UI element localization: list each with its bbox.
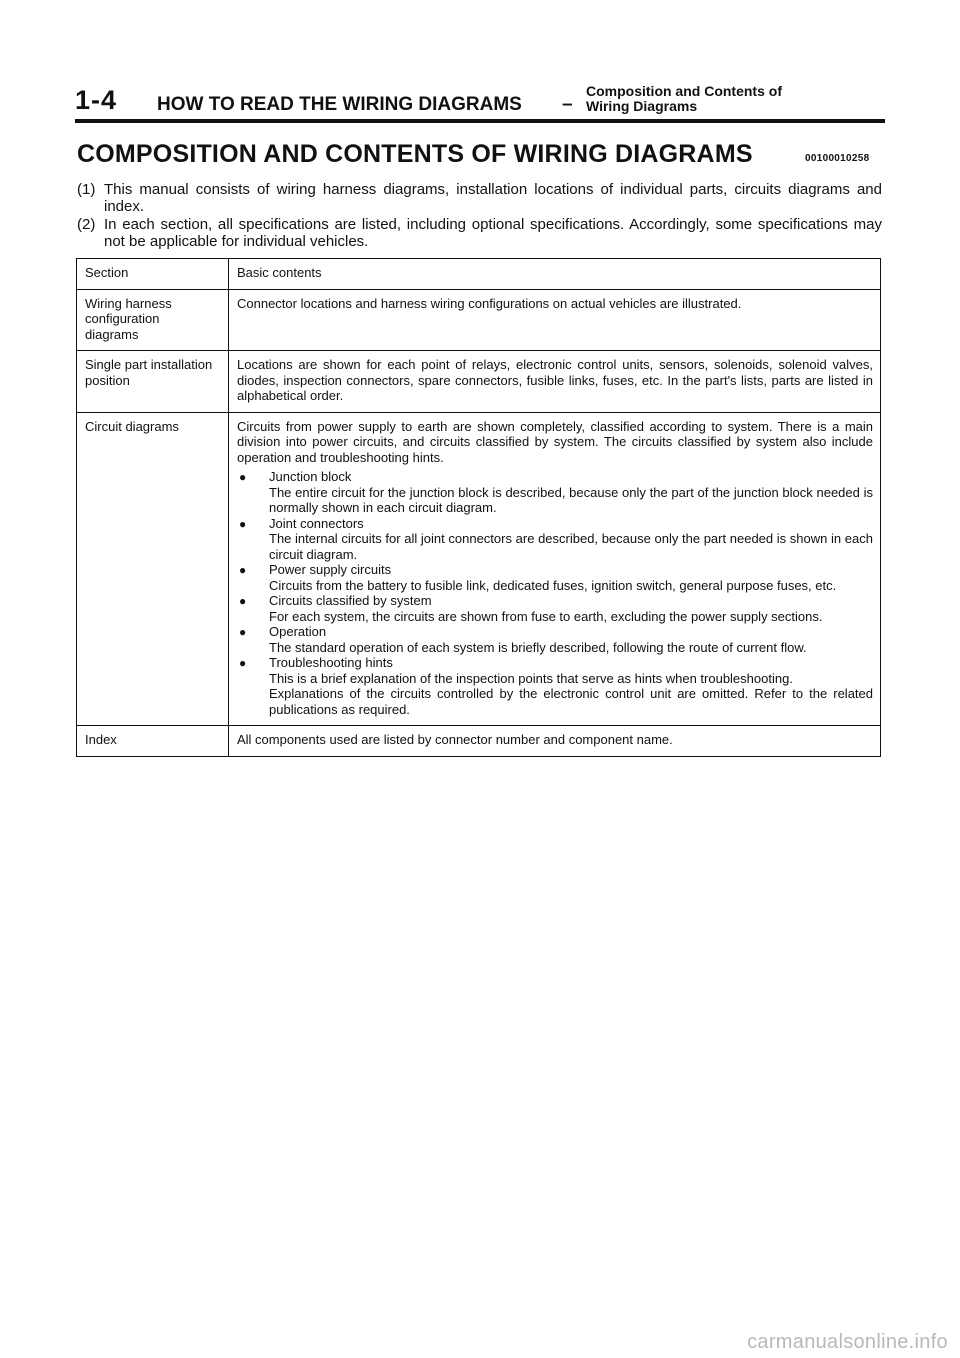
bullet-icon: ● (239, 625, 247, 639)
bullet-item (237, 469, 873, 516)
table-header-contents: Basic contents (229, 259, 881, 290)
contents-table (76, 258, 881, 757)
bullet-text: This is a brief explanation of the inspection points that serve as hints when troubleshooting. (269, 670, 793, 686)
document-code: 00100010258 (805, 153, 870, 164)
table-row (77, 726, 881, 757)
header-subtitle-line1: Composition and Contents of (586, 83, 782, 99)
bullet-item (237, 655, 873, 717)
bullet-title: Operation (269, 624, 327, 639)
bullet-icon: ● (239, 656, 247, 670)
paragraph-2 (77, 216, 882, 250)
bullet-followup: Explanations of the circuits controlled by the electronic control unit are omitted. Refer to the related publications as required. (269, 686, 873, 717)
bullet-title: Circuits classified by system (269, 593, 432, 608)
watermark: carmanualsonline.info (747, 1331, 948, 1353)
header-title: HOW TO READ THE WIRING DIAGRAMS (157, 94, 522, 115)
header-subtitle-line2: Wiring Diagrams (586, 98, 698, 114)
bullet-title: Troubleshooting hints (269, 655, 393, 670)
bullet-text: The standard operation of each system is briefly described, following the route of current flow. (269, 639, 807, 655)
paragraph-number: (1) (77, 181, 96, 198)
row-contents (229, 412, 881, 726)
table-header-section: Section (77, 259, 229, 290)
row-section: Wiring harness configuration diagrams (77, 289, 229, 351)
bullet-icon: ● (239, 594, 247, 608)
bullet-text: The internal circuits for all joint connectors are described, because only the part needed is shown in each circuit diagram. (269, 531, 873, 562)
row-contents: Connector locations and harness wiring configurations on actual vehicles are illustrated. (229, 289, 881, 351)
bullet-item (237, 624, 873, 655)
bullet-text: The entire circuit for the junction block is described, because only the part of the junction block needed is normally shown in each circuit diagram. (269, 484, 873, 515)
bullet-list (237, 469, 873, 717)
bullet-text: For each system, the circuits are shown from fuse to earth, excluding the power supply sections. (269, 608, 823, 624)
page-number: 1-4 (75, 85, 118, 115)
table-row (77, 351, 881, 413)
header-dash: – (562, 94, 573, 115)
bullet-title: Junction block (269, 469, 352, 484)
table-row (77, 412, 881, 726)
bullet-item (237, 593, 873, 624)
page-header (75, 84, 885, 120)
paragraph-number: (2) (77, 216, 96, 233)
bullet-title: Power supply circuits (269, 562, 392, 577)
table-row (77, 289, 881, 351)
bullet-title: Joint connectors (269, 515, 364, 531)
paragraph-text: This manual consists of wiring harness diagrams, installation locations of individual parts, circuits diagrams and index. (104, 181, 882, 215)
bullet-item (237, 516, 873, 563)
section-title: COMPOSITION AND CONTENTS OF WIRING DIAGRAMS (77, 140, 753, 168)
row-section: Circuit diagrams (77, 412, 229, 726)
bullet-icon: ● (239, 516, 247, 531)
paragraph-text: In each section, all specifications are listed, including optional specifications. Accordingly, some specifications may not be applicable for individual vehicles. (104, 216, 882, 250)
bullet-icon: ● (239, 563, 247, 577)
row-contents: All components used are listed by connector number and component name. (229, 726, 881, 757)
paragraph-1 (77, 181, 882, 215)
table-header-row (77, 259, 881, 290)
row-section: Single part installation position (77, 351, 229, 413)
row-section: Index (77, 726, 229, 757)
header-subtitle (586, 84, 782, 114)
header-rule (75, 119, 885, 123)
bullet-item (237, 562, 873, 593)
row-contents: Locations are shown for each point of relays, electronic control units, sensors, solenoids, solenoid valves, diodes, inspection connectors, spare connectors, fusible links, fuses, etc. In the part's lists, parts are listed in alphabetical order. (229, 351, 881, 413)
row-intro: Circuits from power supply to earth are shown completely, classified according to system. There is a main division into power circuits, and circuits classified by system. The circuits classified by system also include operation and troubleshooting hints. (237, 418, 873, 465)
bullet-icon: ● (239, 470, 247, 484)
bullet-text: Circuits from the battery to fusible link, dedicated fuses, ignition switch, general purpose fuses, etc. (269, 577, 837, 593)
